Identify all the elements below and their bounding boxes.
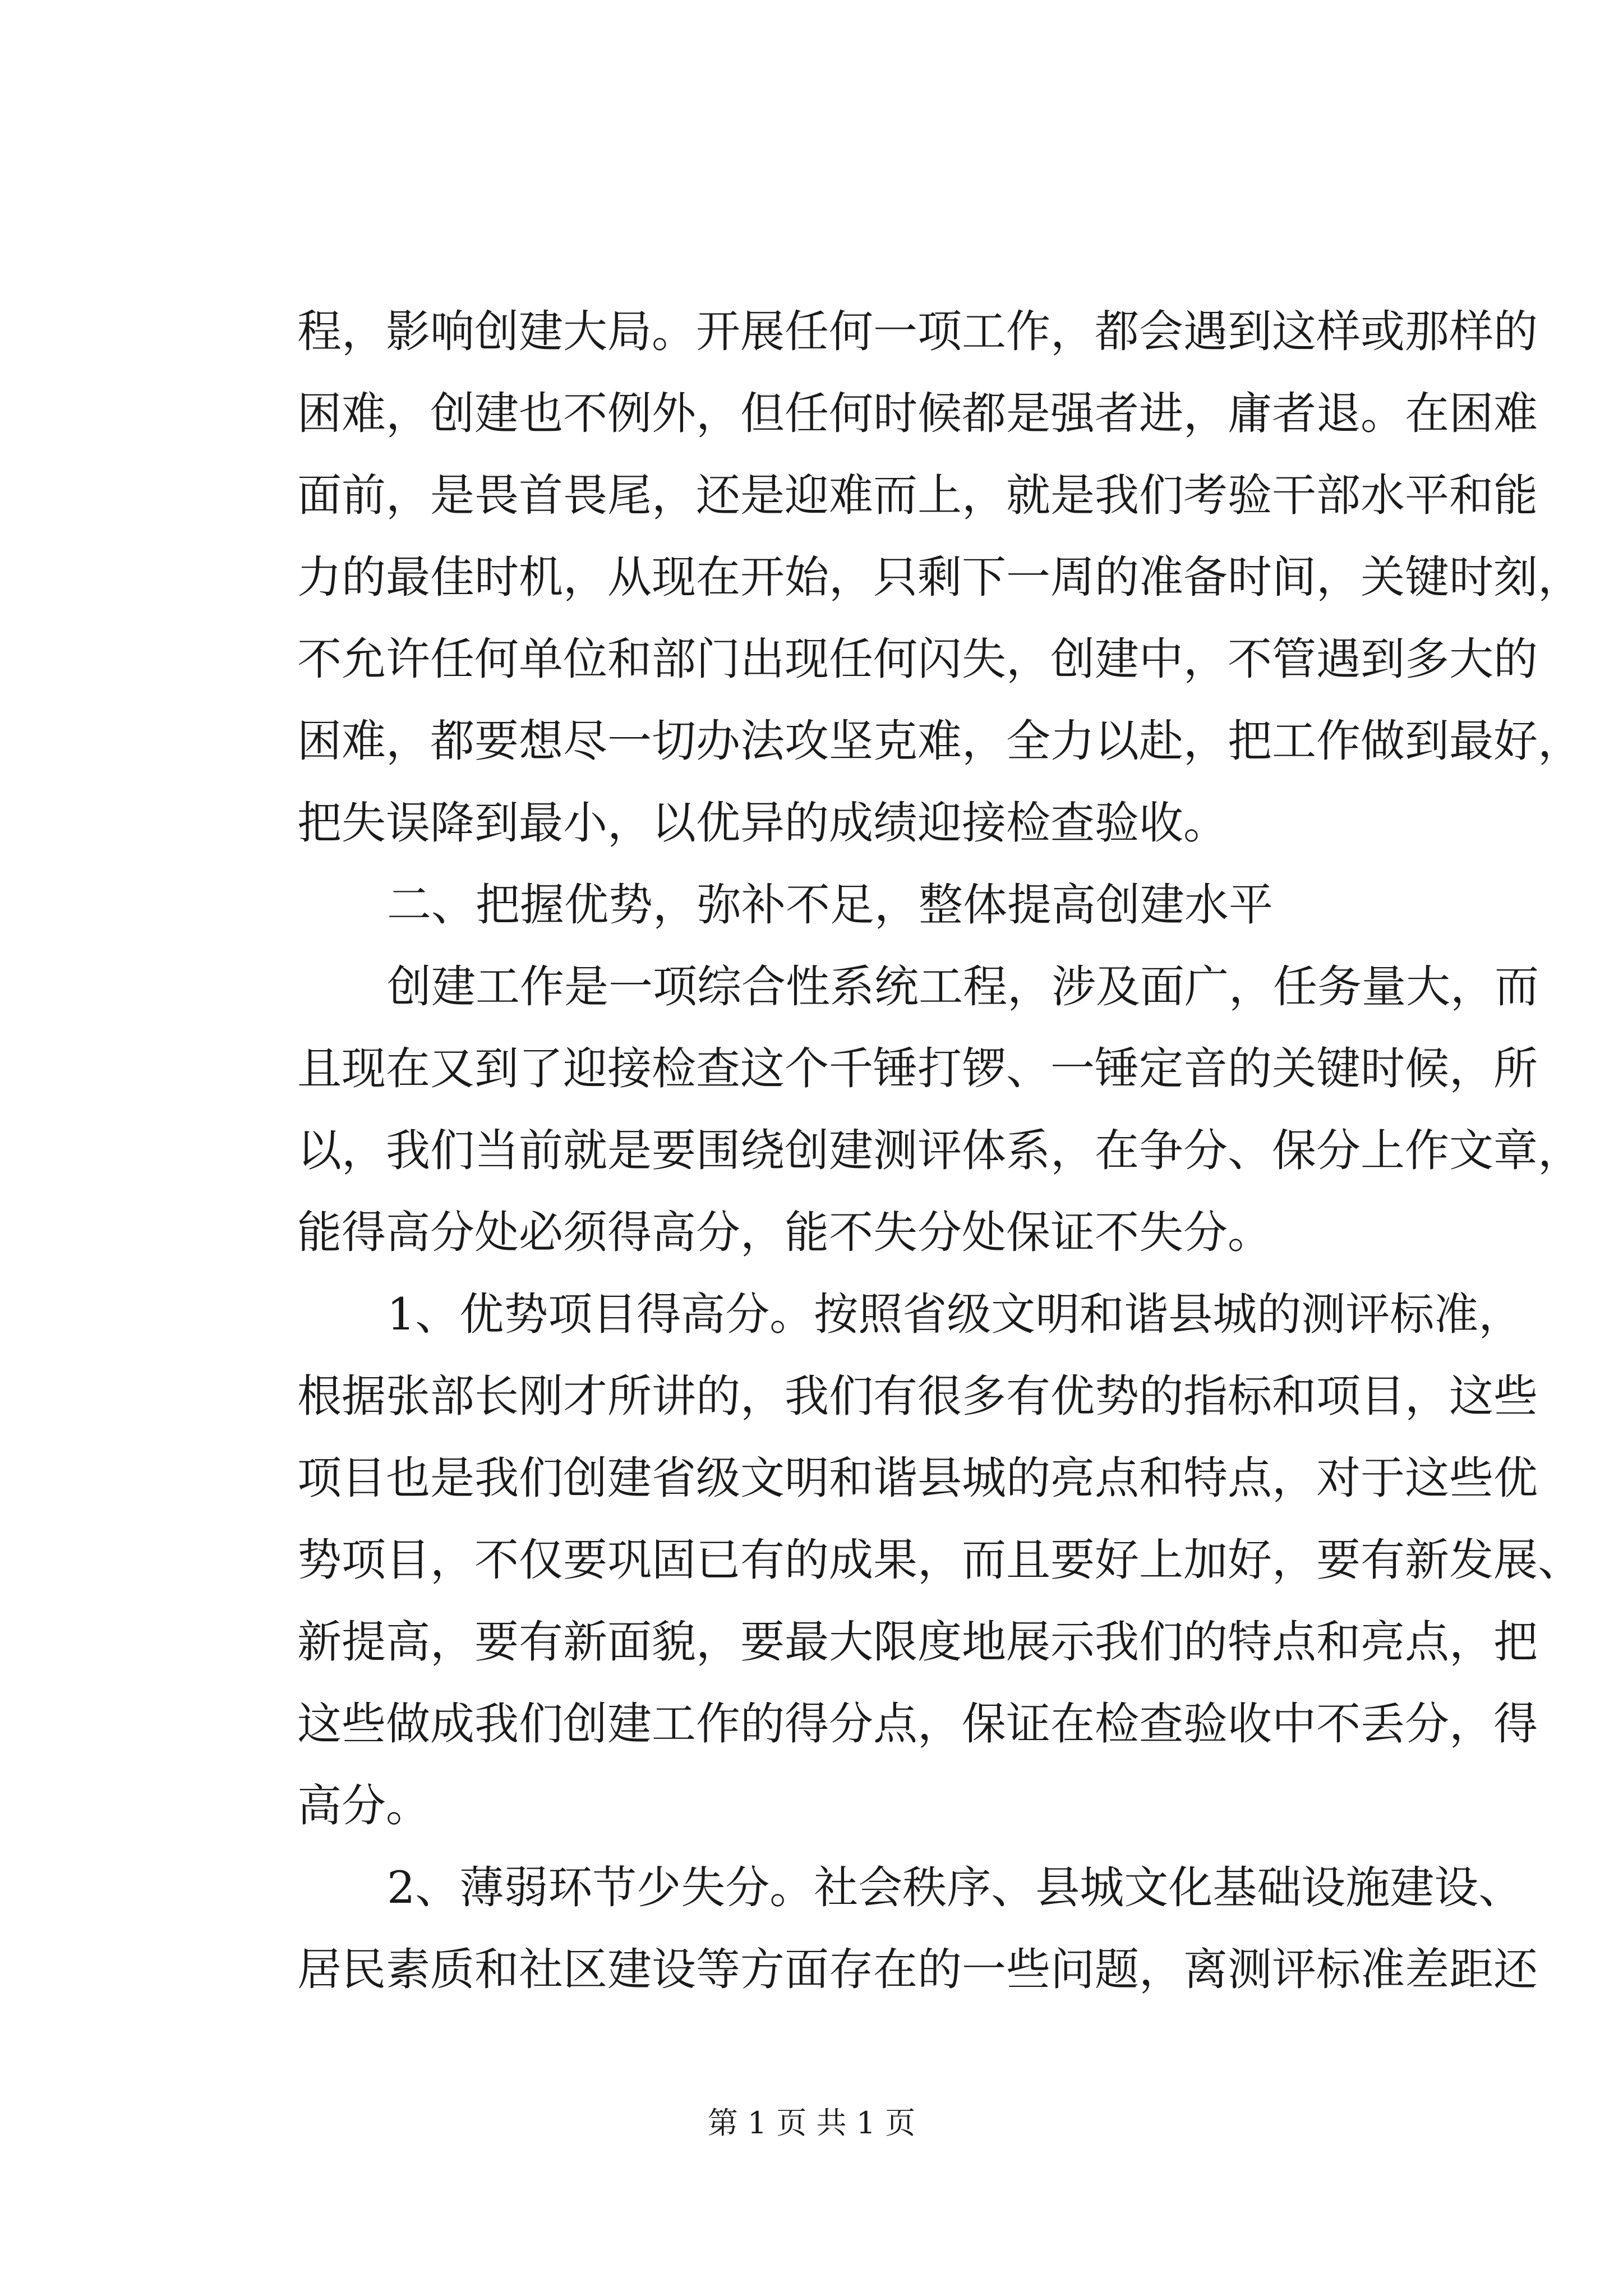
text-line: 困难，都要想尽一切办法攻坚克难，全力以赴，把工作做到最好， <box>297 715 1582 767</box>
text-line: 困难，创建也不例外，但任何时候都是强者进，庸者退。在困难 <box>297 388 1538 439</box>
text-line: 1、优势项目得高分。按照省级文明和谐县城的测评标准， <box>387 1289 1523 1340</box>
text-line: 能得高分处必须得高分，能不失分处保证不失分。 <box>297 1207 1272 1258</box>
text-line: 2、薄弱环节少失分。社会秩序、县城文化基础设施建设、 <box>387 1862 1523 1913</box>
text-line: 项目也是我们创建省级文明和谐县城的亮点和特点，对于这些优 <box>297 1452 1538 1504</box>
text-line: 新提高，要有新面貌，要最大限度地展示我们的特点和亮点，把 <box>297 1616 1538 1668</box>
text-line: 面前，是畏首畏尾，还是迎难而上，就是我们考验干部水平和能 <box>297 470 1538 521</box>
text-line: 以，我们当前就是要围绕创建测评体系，在争分、保分上作文章， <box>297 1125 1582 1176</box>
page-footer: 第 1 页 共 1 页 <box>707 2105 916 2141</box>
text-line: 这些做成我们创建工作的得分点，保证在检查验收中不丢分，得 <box>297 1698 1538 1750</box>
text-line: 力的最佳时机，从现在开始，只剩下一周的准备时间，关键时刻， <box>297 551 1582 603</box>
section-heading: 二、把握优势，弥补不足，整体提高创建水平 <box>387 879 1273 931</box>
text-line: 且现在又到了迎接检查这个千锤打锣、一锤定音的关键时候，所 <box>297 1043 1538 1094</box>
text-line: 不允许任何单位和部门出现任何闪失，创建中，不管遇到多大的 <box>297 633 1538 685</box>
text-line: 创建工作是一项综合性系统工程，涉及面广，任务量大，而 <box>387 961 1539 1013</box>
text-line: 根据张部长刚才所讲的，我们有很多有优势的指标和项目，这些 <box>297 1370 1538 1422</box>
text-line: 高分。 <box>297 1780 430 1832</box>
text-line: 把失误降到最小，以优异的成绩迎接检查验收。 <box>297 797 1228 849</box>
text-line: 居民素质和社区建设等方面存在的一些问题，离测评标准差距还 <box>297 1944 1538 1995</box>
document-body <box>297 291 1582 2010</box>
text-line: 势项目，不仅要巩固已有的成果，而且要好上加好，要有新发展、 <box>297 1534 1582 1586</box>
text-line: 程，影响创建大局。开展任何一项工作，都会遇到这样或那样的 <box>297 306 1538 357</box>
